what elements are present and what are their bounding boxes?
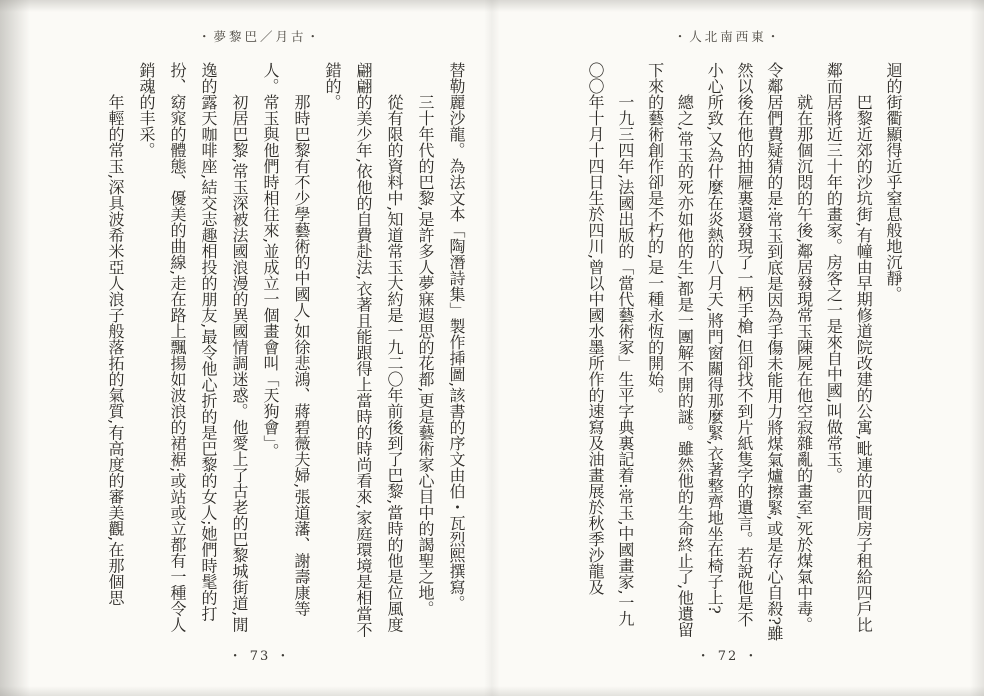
paragraph: 就在那個沉悶的午後,鄰居發現常玉陳屍在他空寂雜亂的畫室,死於煤氣中毒。令鄰居們費疑猜的是:常玉到底是因為手傷未能用力將煤氣爐擦緊,或是存心自殺?雖然以後在他的抽屜裏還發現了一柄手槍,但卻找不到片紙隻字的遺言。若說他是不小心所致,又為什麼在炎熱的八月天,將門窗關得那麼緊,衣著整齊地坐在椅子上? — [705, 62, 814, 642]
page-72-text-body — [548, 62, 908, 642]
paragraph: 三十年代的巴黎,是許多人夢寐遐思的花都,更是藝術家心目中的謁聖之地。 — [416, 94, 435, 617]
paragraph: 初居巴黎,常玉深被法國浪漫的異國情調迷惑。他愛上了古老的巴黎城街道,閒逸的露天咖啡座,結交志趣相投的朋友,最令他心折的是巴黎的女人;她們時髦的打扮、窈窕的體態、優美的曲線,走在路上飄揚如波浪的裙裾;或站或立都有一種令人銷魂的丰采。 — [137, 62, 249, 633]
page-number-72: ・ 72 ・ — [696, 649, 760, 664]
paragraph: 那時巴黎有不少學藝術的中國人,如徐悲鴻、蔣碧薇夫婦,張道藩、謝壽康等人。常玉與他們時相往來,並成立一個畫會叫「天狗會」。 — [261, 62, 311, 617]
running-head-left: ・夢黎巴／月古・ — [197, 29, 322, 44]
paragraph: 總之,常玉的死亦如他的生,都是一團解不開的謎。雖然他的生命終止了,他遺留下來的藝術創作卻是不朽的,是一種永恆的開始。 — [645, 62, 695, 638]
paragraph: 一九三四年,法國出版的「當代藝術家」生平字典裏記着:常玉,中國畫家,一九〇〇年十月十四日生於四川,曾以中國水墨所作的速寫及油畫展於秋季沙龍及 — [586, 62, 635, 627]
page-73-text-body — [100, 62, 472, 642]
paragraph: 從有限的資料中,知道常玉大約是一九二〇年前後到了巴黎,當時的他是位風度翩翩的美少年,依他的自費赴法,衣著且能跟得上當時的時尚看來,家庭環境是相當不錯的。 — [323, 62, 404, 638]
paragraph: 巴黎近郊的沙坑街,有幢由早期修道院改建的公寓,毗連的四間房子租給四戶比鄰而居將近三十年的畫家。房客之一是來自中國,叫做常玉。 — [824, 62, 874, 633]
page-72 — [492, 0, 984, 696]
paragraph: 替勒麗沙龍。為法文本「陶潛詩集」製作揷圖,該書的序文由伯・瓦烈熙撰寫。 — [447, 62, 466, 612]
paragraph: 年輕的常玉,深具波希米亞人浪子般落拓的氣質,有高度的審美觀,在那個思 — [106, 94, 125, 606]
page-number-73: ・ 73 ・ — [228, 649, 292, 664]
running-head-right: ・人北南西東・ — [673, 29, 783, 44]
paragraph: 迴的街衢顯得近乎窒息般地沉靜。 — [884, 62, 903, 302]
